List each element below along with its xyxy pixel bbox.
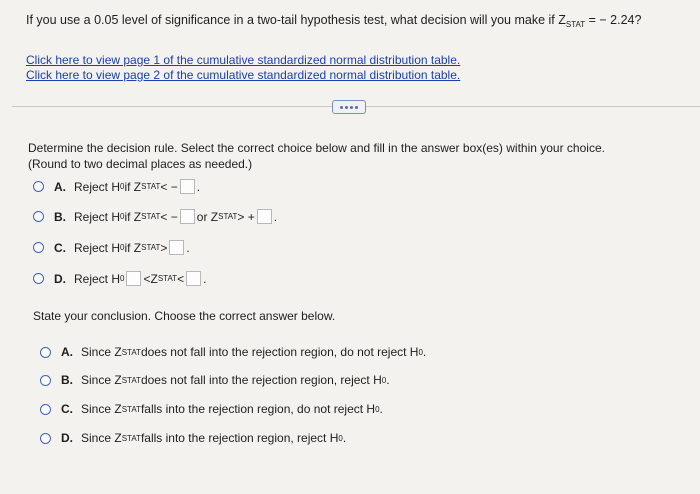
conclusion-b-radio[interactable] xyxy=(40,375,51,386)
rule-a-radio[interactable] xyxy=(33,181,44,192)
table-page-1-link[interactable]: Click here to view page 1 of the cumulative standardized normal distribution table. xyxy=(26,53,461,67)
conclusion-a-sub: STAT xyxy=(121,347,141,357)
conclusion-b-letter: B. xyxy=(61,373,73,387)
conclusion-c-pre: Since Z xyxy=(81,402,122,416)
instructions-line-1: Determine the decision rule. Select the correct choice below and fill in the answer box(es) within your choice. xyxy=(28,141,605,155)
rule-b-stat: STAT xyxy=(141,212,161,221)
rule-a-answer-box[interactable] xyxy=(180,179,195,194)
rule-c-reject: Reject H xyxy=(74,240,121,255)
conclusion-c-h0-sub: 0 xyxy=(375,404,380,414)
rule-d-mid: <Z xyxy=(143,271,158,286)
conclusion-d-radio[interactable] xyxy=(40,433,51,444)
conclusion-d-pre: Since Z xyxy=(81,431,122,445)
rule-b-op: < − xyxy=(160,209,178,224)
rule-a-stat: STAT xyxy=(141,182,161,191)
rule-option-d[interactable]: D. Reject H 0 <Z STAT < . xyxy=(33,271,206,286)
conclusion-b-text: does not fall into the rejection region, reject H xyxy=(140,373,382,387)
conclusion-a-radio[interactable] xyxy=(40,347,51,358)
conclusion-b-h0-sub: 0 xyxy=(381,375,387,385)
rule-b-answer-box-2[interactable] xyxy=(257,209,272,224)
rule-option-b[interactable]: B. Reject H 0 if Z STAT < − or Z STAT > + . xyxy=(33,209,277,224)
conclusion-d-h0-sub: 0 xyxy=(338,433,343,443)
conclusion-a-end: . xyxy=(422,345,427,359)
rule-option-a[interactable]: A. Reject H 0 if Z STAT < − . xyxy=(33,179,200,194)
conclusion-d-end: . xyxy=(342,431,347,445)
rule-b-radio[interactable] xyxy=(33,211,44,222)
rule-d-radio[interactable] xyxy=(33,273,44,284)
rule-a-reject: Reject H xyxy=(74,179,121,194)
conclusion-b-sub: STAT xyxy=(121,375,141,385)
instructions xyxy=(28,140,605,172)
rule-d-answer-box-2[interactable] xyxy=(186,271,201,286)
table-page-2-link[interactable]: Click here to view page 2 of the cumulative standardized normal distribution table. xyxy=(26,68,461,82)
rule-b-if: if Z xyxy=(124,209,142,224)
question-suffix: = − 2.24? xyxy=(585,13,642,27)
rule-a-h0-sub: 0 xyxy=(120,182,125,191)
rule-a-op: < − xyxy=(160,179,178,194)
rule-c-op: > xyxy=(160,240,168,255)
conclusion-c-radio[interactable] xyxy=(40,404,51,415)
rule-c-stat: STAT xyxy=(141,243,161,252)
question-prefix: If you use a 0.05 level of significance in a two-tail hypothesis test, what decision will you make if Z xyxy=(26,13,566,27)
rule-b-reject: Reject H xyxy=(74,209,121,224)
table-links xyxy=(26,53,460,83)
rule-c-radio[interactable] xyxy=(33,242,44,253)
conclusion-option-c[interactable] xyxy=(40,402,383,416)
rule-a-if: if Z xyxy=(124,179,142,194)
rule-c-if: if Z xyxy=(124,240,142,255)
rule-b-letter: B. xyxy=(54,209,66,224)
rule-d-answer-box-1[interactable] xyxy=(126,271,141,286)
conclusion-a-h0-sub: 0 xyxy=(418,347,423,357)
conclusion-b-pre: Since Z xyxy=(81,373,122,387)
rule-a-letter: A. xyxy=(54,179,66,194)
rule-option-c[interactable]: C. Reject H 0 if Z STAT > . xyxy=(33,240,190,255)
conclusion-d-letter: D. xyxy=(61,431,73,445)
rule-d-op: < xyxy=(177,271,185,286)
rule-b-or: or Z xyxy=(196,209,219,224)
rule-d-h0-sub: 0 xyxy=(120,274,125,283)
conclusion-option-a[interactable] xyxy=(40,345,426,359)
conclusion-title: State your conclusion. Choose the correct answer below. xyxy=(33,309,336,323)
conclusion-d-sub: STAT xyxy=(121,433,141,443)
conclusion-a-text: does not fall into the rejection region, do not reject H xyxy=(140,345,419,359)
conclusion-option-b[interactable] xyxy=(40,373,390,387)
conclusion-a-letter: A. xyxy=(61,345,73,359)
rule-c-answer-box[interactable] xyxy=(169,240,184,255)
rule-c-h0-sub: 0 xyxy=(120,243,125,252)
rule-d-stat: STAT xyxy=(157,274,178,283)
rule-b-stat-2: STAT xyxy=(218,212,238,221)
conclusion-b-end: . xyxy=(386,373,390,387)
question-text xyxy=(26,13,641,29)
rule-d-letter: D. xyxy=(54,271,66,286)
conclusion-d-text: falls into the rejection region, reject H xyxy=(140,431,339,445)
expand-more-icon[interactable] xyxy=(332,100,366,114)
conclusion-c-end: . xyxy=(379,402,383,416)
rule-c-letter: C. xyxy=(54,240,66,255)
conclusion-c-text: falls into the rejection region, do not reject H xyxy=(140,402,376,416)
conclusion-option-d[interactable] xyxy=(40,431,346,445)
rule-d-reject: Reject H xyxy=(74,271,121,286)
conclusion-c-letter: C. xyxy=(61,402,73,416)
question-stat-sub: STAT xyxy=(565,20,586,29)
conclusion-a-pre: Since Z xyxy=(81,345,122,359)
conclusion-c-sub: STAT xyxy=(121,404,141,414)
rule-b-op-2: > + xyxy=(237,209,255,224)
instructions-line-2: (Round to two decimal places as needed.) xyxy=(28,157,253,171)
rule-b-h0-sub: 0 xyxy=(120,212,125,221)
rule-b-answer-box-1[interactable] xyxy=(180,209,195,224)
